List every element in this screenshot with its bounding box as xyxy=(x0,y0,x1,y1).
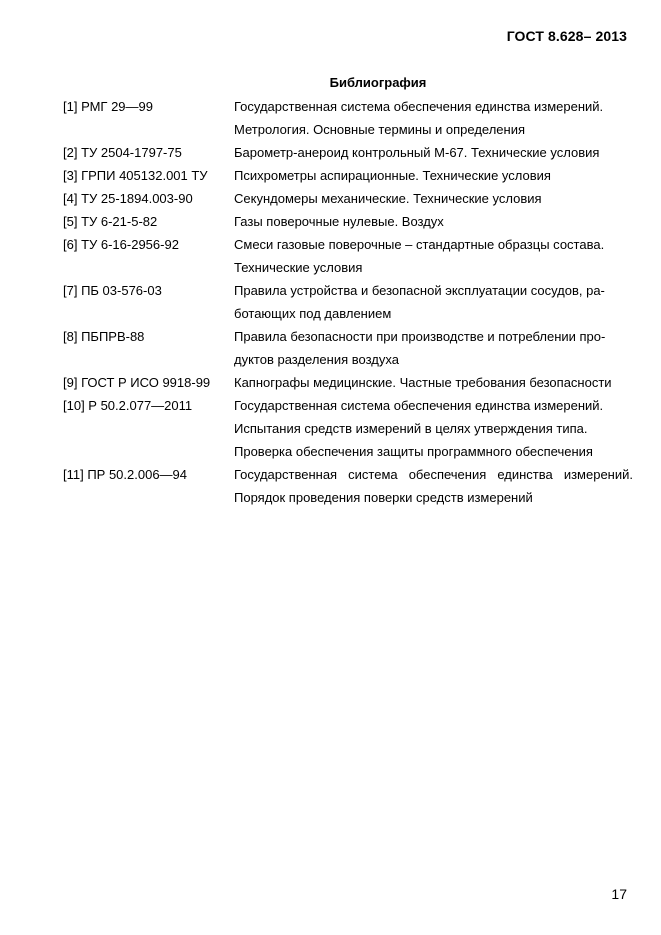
bibliography-description xyxy=(234,187,633,210)
bibliography-description xyxy=(234,233,633,279)
bibliography-description xyxy=(234,210,633,233)
bibliography-description-line: Метрология. Основные термины и определения xyxy=(234,122,526,137)
bibliography-ref: [10] Р 50.2.077—2011 xyxy=(63,398,193,413)
bibliography-entry xyxy=(63,187,633,210)
bibliography-description-line: Порядок проведения поверки средств измерений xyxy=(234,490,533,505)
bibliography-entry xyxy=(63,233,633,279)
page-number: 17 xyxy=(611,886,627,902)
bibliography-ref: [2] ТУ 2504-1797-75 xyxy=(63,145,182,160)
bibliography-ref: [9] ГОСТ Р ИСО 9918-99 xyxy=(63,375,211,390)
bibliography-list xyxy=(63,95,633,509)
bibliography-ref: [11] ПР 50.2.006—94 xyxy=(63,467,188,482)
bibliography-title: Библиография xyxy=(329,75,427,90)
document-header: ГОСТ 8.628– 2013 xyxy=(506,28,627,44)
bibliography-description-line: Правила безопасности при производстве и потреблении про- xyxy=(234,329,606,344)
bibliography-description-line: ботающих под давлением xyxy=(234,306,392,321)
bibliography-description xyxy=(234,463,633,509)
bibliography-ref: [4] ТУ 25-1894.003-90 xyxy=(63,191,193,206)
bibliography-description xyxy=(234,394,633,463)
bibliography-entry xyxy=(63,279,633,325)
bibliography-entry xyxy=(63,325,633,371)
bibliography-description xyxy=(234,141,633,164)
bibliography-description-line: Государственная система обеспечения единства измерений. xyxy=(234,99,604,114)
bibliography-description-line: Капнографы медицинские. Частные требования безопасности xyxy=(234,375,612,390)
bibliography-entry xyxy=(63,95,633,141)
bibliography-entry xyxy=(63,210,633,233)
bibliography-entry xyxy=(63,394,633,463)
bibliography-ref: [3] ГРПИ 405132.001 ТУ xyxy=(63,168,208,183)
bibliography-description-line: Проверка обеспечения защиты программного обеспечения xyxy=(234,444,593,459)
bibliography-ref: [1] РМГ 29—99 xyxy=(63,99,153,114)
bibliography-entry xyxy=(63,463,633,509)
bibliography-description-line: Газы поверочные нулевые. Воздух xyxy=(234,214,444,229)
bibliography-entry xyxy=(63,141,633,164)
bibliography-description xyxy=(234,164,633,187)
bibliography-description xyxy=(234,325,633,371)
bibliography-description-line: Испытания средств измерений в целях утверждения типа. xyxy=(234,421,588,436)
bibliography-description xyxy=(234,279,633,325)
bibliography-description-line: Смеси газовые поверочные – стандартные образцы состава. xyxy=(234,237,605,252)
bibliography-description-line: Барометр-анероид контрольный М-67. Технические условия xyxy=(234,145,600,160)
bibliography-description xyxy=(234,371,633,394)
bibliography-description-line: Государственная система обеспечения единства измерений. xyxy=(234,467,633,482)
bibliography-entry xyxy=(63,164,633,187)
bibliography-description-line: Психрометры аспирационные. Технические условия xyxy=(234,168,551,183)
bibliography-ref: [7] ПБ 03-576-03 xyxy=(63,283,162,298)
bibliography-entry xyxy=(63,371,633,394)
bibliography-description xyxy=(234,95,633,141)
bibliography-description-line: Правила устройства и безопасной эксплуатации сосудов, ра- xyxy=(234,283,605,298)
bibliography-ref: [8] ПБПРВ-88 xyxy=(63,329,145,344)
bibliography-ref: [5] ТУ 6-21-5-82 xyxy=(63,214,158,229)
bibliography-description-line: Технические условия xyxy=(234,260,363,275)
bibliography-description-line: Государственная система обеспечения единства измерений. xyxy=(234,398,604,413)
bibliography-description-line: дуктов разделения воздуха xyxy=(234,352,399,367)
bibliography-description-line: Секундомеры механические. Технические условия xyxy=(234,191,542,206)
bibliography-ref: [6] ТУ 6-16-2956-92 xyxy=(63,237,179,252)
